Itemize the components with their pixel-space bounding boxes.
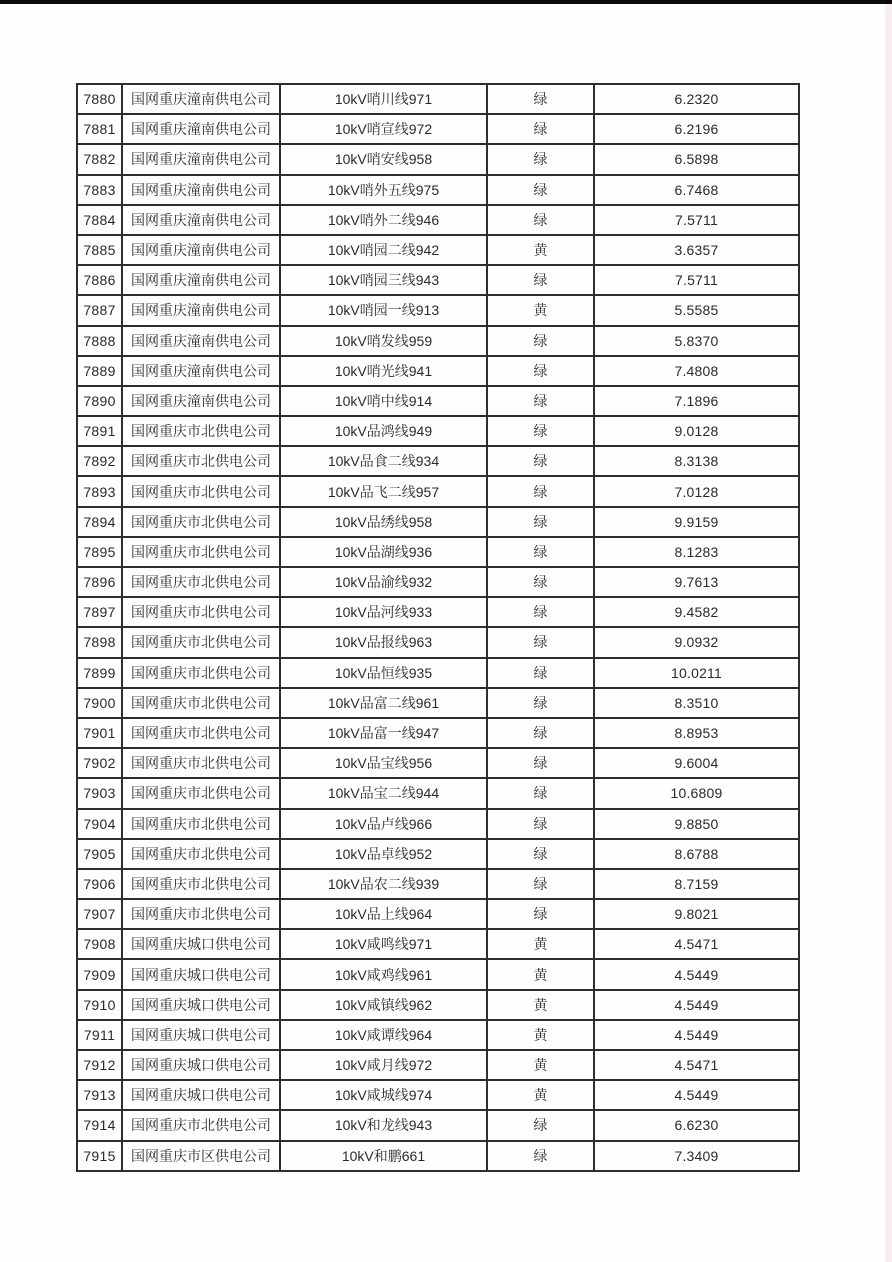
table-row [77,1020,799,1050]
table-row [77,386,799,416]
value-cell: 6.2196 [594,114,799,144]
value-cell: 7.5711 [594,265,799,295]
row-id-cell: 7892 [77,446,122,476]
company-cell: 国网重庆市区供电公司 [122,1141,280,1171]
line-name-cell: 10kV哨外五线975 [280,175,487,205]
value-cell: 5.8370 [594,326,799,356]
company-cell: 国网重庆潼南供电公司 [122,386,280,416]
table-row [77,144,799,174]
company-cell: 国网重庆潼南供电公司 [122,114,280,144]
company-cell: 国网重庆潼南供电公司 [122,235,280,265]
status-cell: 绿 [487,1110,594,1140]
line-name-cell: 10kV品卢线966 [280,809,487,839]
table-row [77,959,799,989]
company-cell: 国网重庆潼南供电公司 [122,295,280,325]
line-name-cell: 10kV咸谭线964 [280,1020,487,1050]
table-row [77,235,799,265]
table-row [77,356,799,386]
row-id-cell: 7903 [77,778,122,808]
line-name-cell: 10kV品食二线934 [280,446,487,476]
row-id-cell: 7905 [77,839,122,869]
table-row [77,205,799,235]
status-cell: 绿 [487,748,594,778]
table-row [77,326,799,356]
status-cell: 黄 [487,929,594,959]
row-id-cell: 7915 [77,1141,122,1171]
company-cell: 国网重庆城口供电公司 [122,929,280,959]
status-cell: 绿 [487,507,594,537]
company-cell: 国网重庆潼南供电公司 [122,326,280,356]
row-id-cell: 7891 [77,416,122,446]
company-cell: 国网重庆潼南供电公司 [122,84,280,114]
value-cell: 6.2320 [594,84,799,114]
row-id-cell: 7881 [77,114,122,144]
value-cell: 9.9159 [594,507,799,537]
value-cell: 6.6230 [594,1110,799,1140]
value-cell: 9.4582 [594,597,799,627]
status-cell: 黄 [487,959,594,989]
line-name-cell: 10kV哨外二线946 [280,205,487,235]
status-cell: 黄 [487,1020,594,1050]
row-id-cell: 7882 [77,144,122,174]
line-name-cell: 10kV品卓线952 [280,839,487,869]
status-cell: 绿 [487,899,594,929]
status-cell: 绿 [487,265,594,295]
line-name-cell: 10kV和鹏661 [280,1141,487,1171]
line-name-cell: 10kV哨宣线972 [280,114,487,144]
line-name-cell: 10kV品富一线947 [280,718,487,748]
row-id-cell: 7902 [77,748,122,778]
status-cell: 绿 [487,416,594,446]
row-id-cell: 7896 [77,567,122,597]
table-row [77,1050,799,1080]
table-row [77,809,799,839]
value-cell: 5.5585 [594,295,799,325]
company-cell: 国网重庆市北供电公司 [122,507,280,537]
status-cell: 黄 [487,235,594,265]
line-name-cell: 10kV哨发线959 [280,326,487,356]
line-name-cell: 10kV哨川线971 [280,84,487,114]
line-name-cell: 10kV哨中线914 [280,386,487,416]
line-name-cell: 10kV品报线963 [280,627,487,657]
row-id-cell: 7911 [77,1020,122,1050]
table-row [77,175,799,205]
value-cell: 8.7159 [594,869,799,899]
table-row [77,567,799,597]
row-id-cell: 7909 [77,959,122,989]
status-cell: 黄 [487,295,594,325]
table-row [77,1110,799,1140]
row-id-cell: 7900 [77,688,122,718]
table-row [77,446,799,476]
value-cell: 7.5711 [594,205,799,235]
row-id-cell: 7899 [77,658,122,688]
line-name-cell: 10kV品富二线961 [280,688,487,718]
row-id-cell: 7910 [77,990,122,1020]
row-id-cell: 7914 [77,1110,122,1140]
company-cell: 国网重庆市北供电公司 [122,899,280,929]
line-name-cell: 10kV咸月线972 [280,1050,487,1080]
value-cell: 7.0128 [594,476,799,506]
value-cell: 9.8850 [594,809,799,839]
row-id-cell: 7883 [77,175,122,205]
status-cell: 绿 [487,567,594,597]
table-row [77,537,799,567]
status-cell: 绿 [487,386,594,416]
company-cell: 国网重庆市北供电公司 [122,537,280,567]
value-cell: 8.3138 [594,446,799,476]
row-id-cell: 7880 [77,84,122,114]
value-cell: 4.5449 [594,1080,799,1110]
row-id-cell: 7888 [77,326,122,356]
table-row [77,476,799,506]
value-cell: 10.6809 [594,778,799,808]
value-cell: 9.7613 [594,567,799,597]
company-cell: 国网重庆市北供电公司 [122,627,280,657]
line-name-cell: 10kV品宝二线944 [280,778,487,808]
line-name-cell: 10kV和龙线943 [280,1110,487,1140]
line-name-cell: 10kV咸鸡线961 [280,959,487,989]
status-cell: 绿 [487,597,594,627]
row-id-cell: 7907 [77,899,122,929]
company-cell: 国网重庆市北供电公司 [122,688,280,718]
row-id-cell: 7885 [77,235,122,265]
line-name-cell: 10kV品鸿线949 [280,416,487,446]
line-name-cell: 10kV哨安线958 [280,144,487,174]
power-line-table [76,83,800,1172]
status-cell: 绿 [487,869,594,899]
status-cell: 绿 [487,205,594,235]
value-cell: 6.7468 [594,175,799,205]
scan-top-bar [0,0,892,4]
value-cell: 8.1283 [594,537,799,567]
row-id-cell: 7890 [77,386,122,416]
table-row [77,718,799,748]
row-id-cell: 7894 [77,507,122,537]
value-cell: 9.0128 [594,416,799,446]
company-cell: 国网重庆潼南供电公司 [122,356,280,386]
value-cell: 8.8953 [594,718,799,748]
table-row [77,84,799,114]
scan-edge-artifact [885,4,892,1262]
table-row [77,416,799,446]
line-name-cell: 10kV品宝线956 [280,748,487,778]
table-row [77,778,799,808]
company-cell: 国网重庆潼南供电公司 [122,144,280,174]
row-id-cell: 7893 [77,476,122,506]
row-id-cell: 7913 [77,1080,122,1110]
value-cell: 7.4808 [594,356,799,386]
company-cell: 国网重庆市北供电公司 [122,869,280,899]
line-name-cell: 10kV品飞二线957 [280,476,487,506]
line-name-cell: 10kV咸镇线962 [280,990,487,1020]
line-name-cell: 10kV哨光线941 [280,356,487,386]
company-cell: 国网重庆潼南供电公司 [122,175,280,205]
row-id-cell: 7897 [77,597,122,627]
status-cell: 黄 [487,1080,594,1110]
company-cell: 国网重庆城口供电公司 [122,990,280,1020]
table-row [77,899,799,929]
company-cell: 国网重庆潼南供电公司 [122,205,280,235]
status-cell: 绿 [487,476,594,506]
status-cell: 绿 [487,658,594,688]
status-cell: 绿 [487,718,594,748]
status-cell: 绿 [487,688,594,718]
line-name-cell: 10kV哨园二线942 [280,235,487,265]
value-cell: 4.5449 [594,959,799,989]
table-row [77,990,799,1020]
table-row [77,688,799,718]
table-row [77,929,799,959]
value-cell: 4.5449 [594,990,799,1020]
status-cell: 绿 [487,839,594,869]
row-id-cell: 7886 [77,265,122,295]
row-id-cell: 7898 [77,627,122,657]
table-row [77,295,799,325]
line-name-cell: 10kV哨园一线913 [280,295,487,325]
line-name-cell: 10kV品绣线958 [280,507,487,537]
row-id-cell: 7884 [77,205,122,235]
table-row [77,1141,799,1171]
status-cell: 绿 [487,144,594,174]
status-cell: 绿 [487,326,594,356]
value-cell: 4.5449 [594,1020,799,1050]
company-cell: 国网重庆市北供电公司 [122,718,280,748]
company-cell: 国网重庆市北供电公司 [122,809,280,839]
value-cell: 4.5471 [594,1050,799,1080]
company-cell: 国网重庆市北供电公司 [122,748,280,778]
value-cell: 9.0932 [594,627,799,657]
status-cell: 绿 [487,356,594,386]
value-cell: 10.0211 [594,658,799,688]
company-cell: 国网重庆市北供电公司 [122,778,280,808]
table-row [77,869,799,899]
value-cell: 8.3510 [594,688,799,718]
value-cell: 7.1896 [594,386,799,416]
row-id-cell: 7889 [77,356,122,386]
line-name-cell: 10kV品湖线936 [280,537,487,567]
line-name-cell: 10kV品渝线932 [280,567,487,597]
row-id-cell: 7904 [77,809,122,839]
line-name-cell: 10kV咸鸣线971 [280,929,487,959]
company-cell: 国网重庆市北供电公司 [122,597,280,627]
table-row [77,507,799,537]
company-cell: 国网重庆市北供电公司 [122,1110,280,1140]
row-id-cell: 7901 [77,718,122,748]
company-cell: 国网重庆市北供电公司 [122,658,280,688]
company-cell: 国网重庆城口供电公司 [122,1080,280,1110]
table-row [77,748,799,778]
value-cell: 3.6357 [594,235,799,265]
status-cell: 黄 [487,990,594,1020]
value-cell: 6.5898 [594,144,799,174]
status-cell: 绿 [487,1141,594,1171]
table-row [77,114,799,144]
status-cell: 绿 [487,537,594,567]
row-id-cell: 7912 [77,1050,122,1080]
company-cell: 国网重庆潼南供电公司 [122,265,280,295]
table-row [77,658,799,688]
row-id-cell: 7906 [77,869,122,899]
company-cell: 国网重庆市北供电公司 [122,416,280,446]
value-cell: 8.6788 [594,839,799,869]
table-row [77,1080,799,1110]
line-name-cell: 10kV品河线933 [280,597,487,627]
status-cell: 绿 [487,84,594,114]
line-name-cell: 10kV品农二线939 [280,869,487,899]
value-cell: 9.8021 [594,899,799,929]
status-cell: 绿 [487,175,594,205]
table-row [77,265,799,295]
status-cell: 绿 [487,809,594,839]
status-cell: 绿 [487,114,594,144]
row-id-cell: 7908 [77,929,122,959]
value-cell: 4.5471 [594,929,799,959]
table-row [77,839,799,869]
company-cell: 国网重庆市北供电公司 [122,446,280,476]
status-cell: 绿 [487,778,594,808]
company-cell: 国网重庆市北供电公司 [122,567,280,597]
company-cell: 国网重庆城口供电公司 [122,1050,280,1080]
status-cell: 绿 [487,627,594,657]
value-cell: 7.3409 [594,1141,799,1171]
company-cell: 国网重庆城口供电公司 [122,1020,280,1050]
line-name-cell: 10kV品恒线935 [280,658,487,688]
line-name-cell: 10kV咸城线974 [280,1080,487,1110]
company-cell: 国网重庆市北供电公司 [122,839,280,869]
line-name-cell: 10kV品上线964 [280,899,487,929]
status-cell: 绿 [487,446,594,476]
company-cell: 国网重庆城口供电公司 [122,959,280,989]
status-cell: 黄 [487,1050,594,1080]
table-row [77,597,799,627]
table-row [77,627,799,657]
value-cell: 9.6004 [594,748,799,778]
company-cell: 国网重庆市北供电公司 [122,476,280,506]
row-id-cell: 7887 [77,295,122,325]
table-body [77,84,799,1171]
row-id-cell: 7895 [77,537,122,567]
line-name-cell: 10kV哨园三线943 [280,265,487,295]
